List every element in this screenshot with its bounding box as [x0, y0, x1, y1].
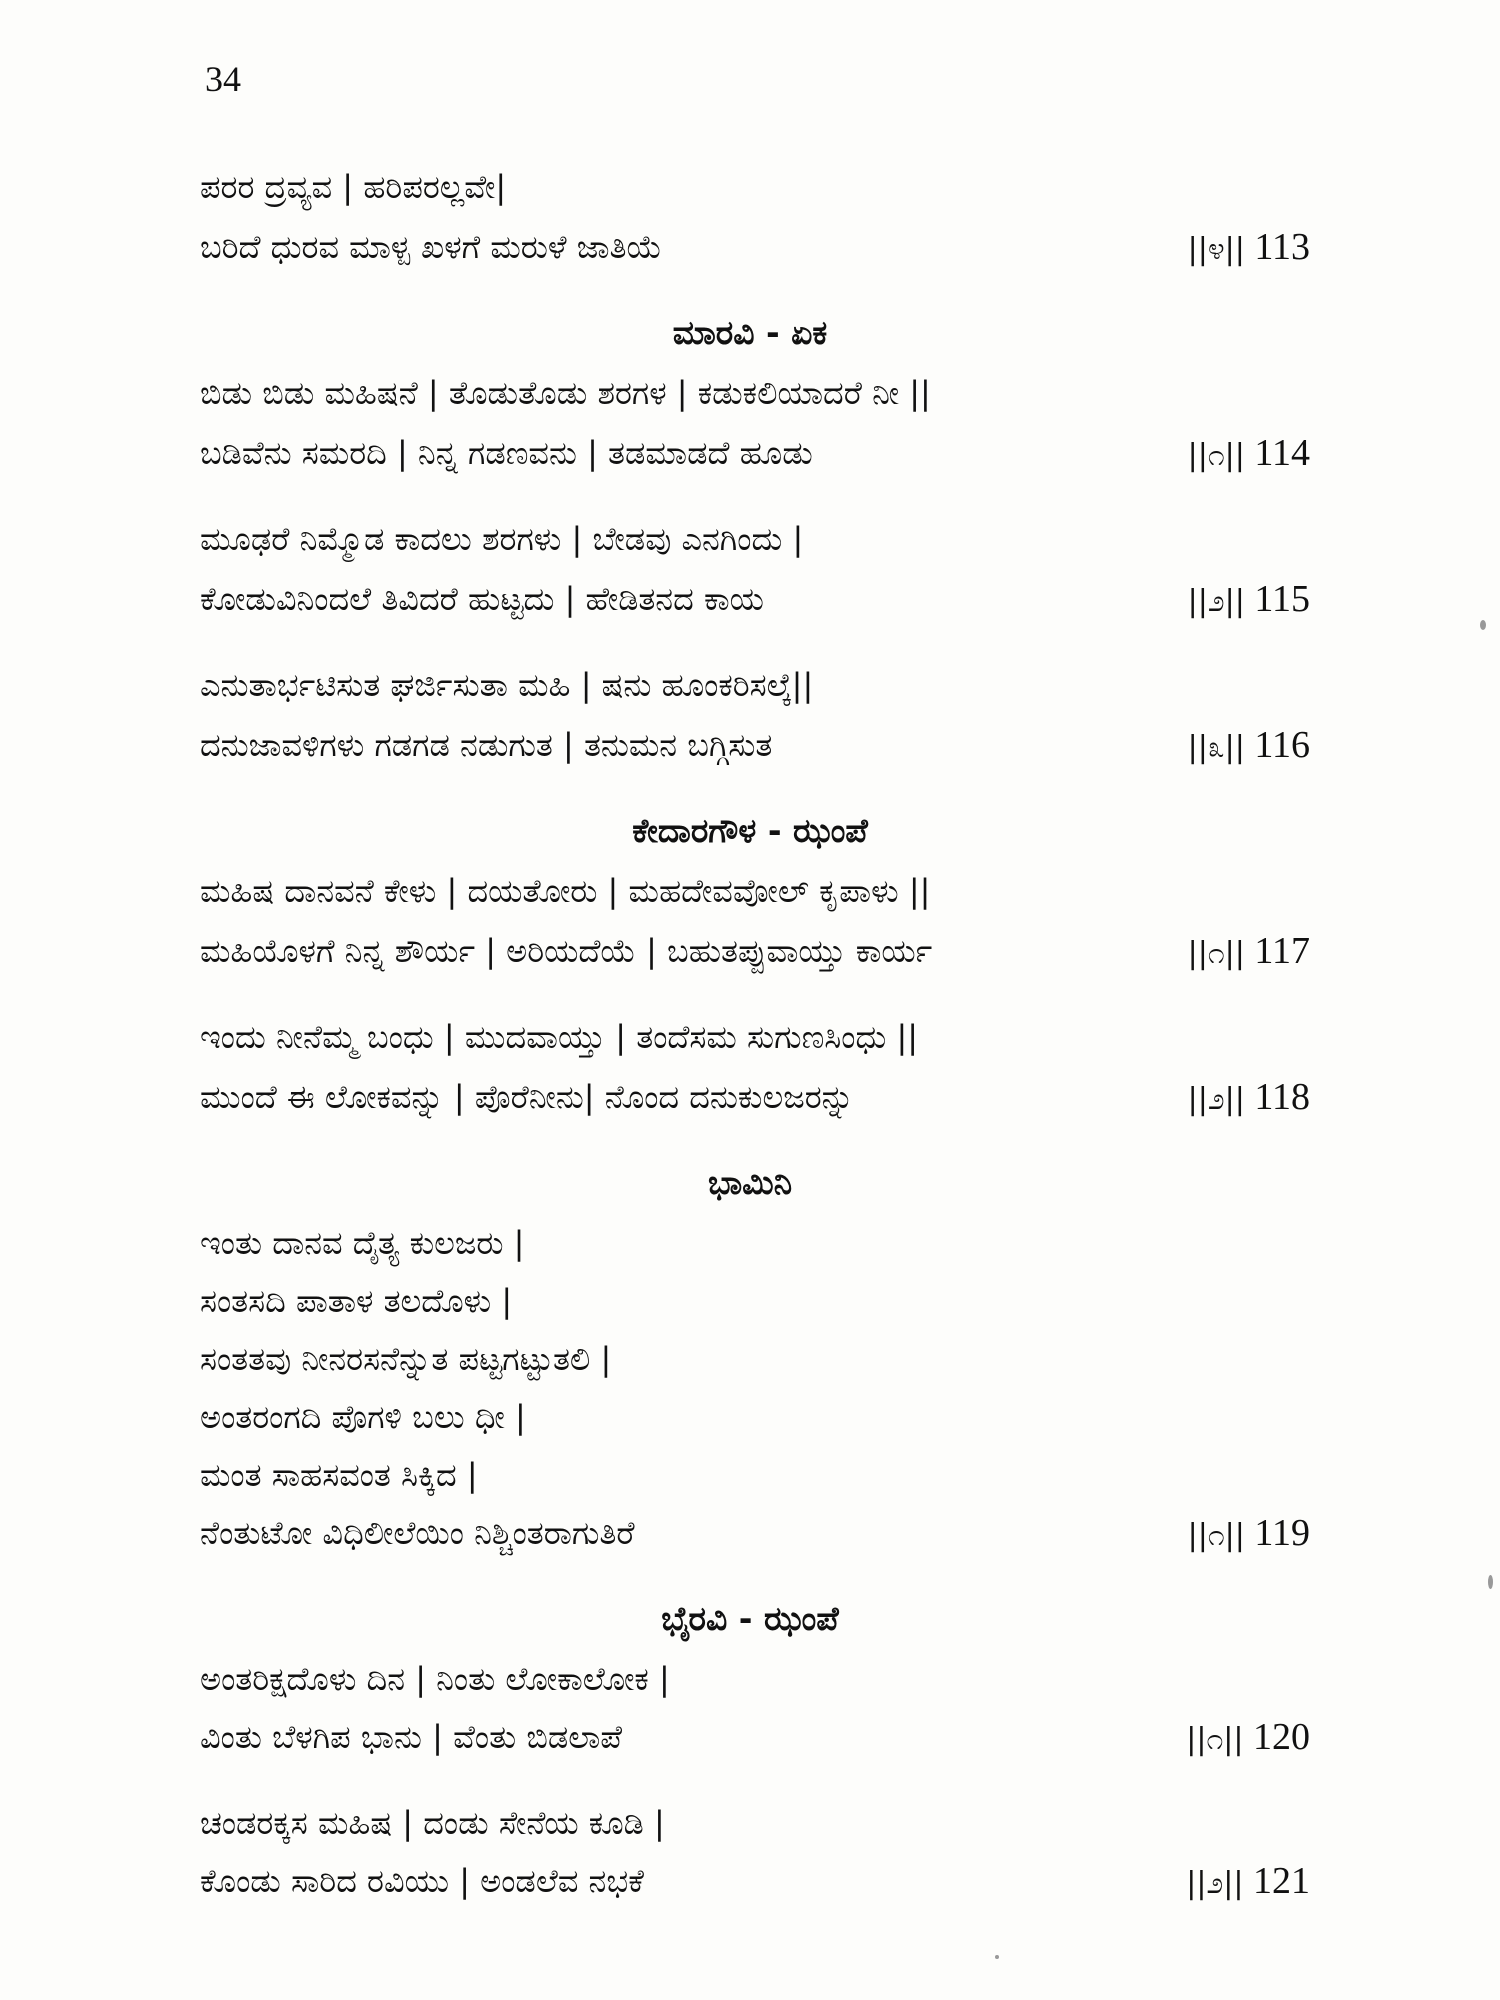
raga-heading: ಮಾರವಿ - ಏಕ	[672, 313, 828, 352]
scan-speck	[1488, 1575, 1493, 1589]
verse-line	[200, 368, 1310, 418]
raga-heading: ಕೇದಾರಗೌಳ - ಝಂಪೆ	[632, 811, 868, 850]
verse-text: ಮುಂದೆ ಈ ಲೋಕವನ್ನು | ಪೊರೆನೀನು| ನೊಂದ ದನುಕುಲಜರನ್ನು	[200, 1078, 854, 1116]
verse-number	[1186, 1856, 1310, 1909]
verse-line	[200, 1072, 1310, 1122]
verse-line	[200, 866, 1310, 916]
verse-text: ಕೋಡುವಿನಿಂದಲೆ ತಿವಿದರೆ ಹುಟ್ಟದು | ಹೇಡಿತನದ ಕಾಯ	[200, 580, 764, 618]
verse-number	[1188, 720, 1310, 773]
verse-count: 121	[1243, 1860, 1310, 1902]
verse-line	[200, 1654, 1310, 1704]
verse-number	[1188, 222, 1310, 275]
verse-line	[200, 222, 1310, 272]
verse-text: ಕೊಂಡು ಸಾರಿದ ರವಿಯು | ಅಂಡಲೆವ ನಭಕೆ	[200, 1862, 644, 1900]
stanza-mark: ||೨||	[1187, 584, 1245, 619]
verse-count: 120	[1243, 1716, 1310, 1758]
verse-count: 118	[1244, 1076, 1310, 1118]
stanza-mark: ||೧||	[1187, 936, 1245, 971]
page-number: 34	[205, 59, 241, 99]
verse-text: ಇಂತು ದಾನವ ದೈತ್ಯ ಕುಲಜರು |	[200, 1224, 525, 1262]
raga-heading: ಭೈರವಿ - ಝಂಪೆ	[661, 1599, 839, 1638]
scan-speck	[995, 1955, 999, 1959]
verse-count: 117	[1244, 930, 1310, 972]
verse-number	[1188, 428, 1310, 481]
verse-text: ಮೂಢರೆ ನಿಮ್ಮೊಡ ಕಾದಲು ಶರಗಳು | ಬೇಡವು ಎನಗಿಂದು |	[200, 520, 804, 558]
verse-text: ಪರರ ದ್ರವ್ಯವ | ಹರಿಪರಲ್ಲವೇ|	[200, 168, 507, 206]
verse-text: ಚಂಡರಕ್ಕಸ ಮಹಿಷ | ದಂಡು ಸೇನೆಯ ಕೂಡಿ |	[200, 1804, 665, 1842]
verse-count: 119	[1244, 1512, 1310, 1554]
verse-text: ಮಹಿಷ ದಾನವನೆ ಕೇಳು | ದಯತೋರು | ಮಹದೇವವೋಲ್ ಕೃಪಾಳು ||	[200, 872, 931, 910]
verse-line	[200, 1276, 1310, 1326]
stanza-mark: ||೨||	[1187, 1082, 1245, 1117]
verse-line	[200, 1218, 1310, 1268]
verse-text: ಸಂತತವು ನೀನರಸನೆನ್ನುತ ಪಟ್ಟಗಟ್ಟುತಲಿ |	[200, 1340, 612, 1378]
verse-text: ಎನುತಾರ್ಭಟಿಸುತ ಘರ್ಜಿಸುತಾ ಮಹಿ | ಷನು ಹೂಂಕರಿಸಲ್ಕೆ||	[200, 666, 814, 704]
verse-text: ನೆಂತುಟೋ ವಿಧಿಲೀಲೆಯಿಂ ನಿಶ್ಚಿಂತರಾಗುತಿರೆ	[200, 1514, 635, 1552]
verse-count: 116	[1244, 724, 1310, 766]
verse-line	[200, 1508, 1310, 1558]
verse-line	[200, 1450, 1310, 1500]
verse-number	[1188, 574, 1310, 627]
verse-number	[1188, 1508, 1310, 1561]
verse-text: ಮಹಿಯೊಳಗೆ ನಿನ್ನ ಶೌರ್ಯ | ಅರಿಯದೆಯೆ | ಬಹುತಪ್ಪುವಾಯ್ತು ಕಾರ್ಯ	[200, 932, 933, 970]
verse-line	[200, 1798, 1310, 1848]
raga-heading: ಭಾಮಿನಿ	[707, 1163, 793, 1202]
verse-line	[200, 574, 1310, 624]
stanza-mark: ||೧||	[1186, 1722, 1244, 1757]
verse-text: ಬರಿದೆ ಧುರವ ಮಾಳ್ಪ ಖಳಗೆ ಮರುಳೆ ಜಾತಿಯೆ	[200, 228, 663, 266]
verse-text: ವಿಂತು ಬೆಳಗಿಪ ಭಾನು | ವೆಂತು ಬಿಡಲಾಪೆ	[200, 1718, 623, 1756]
verse-text: ಅಂತರಿಕ್ಷದೊಳು ದಿನ | ನಿಂತು ಲೋಕಾಲೋಕ |	[200, 1660, 670, 1698]
verse-text: ಅಂತರಂಗದಿ ಪೊಗಳಿ ಬಲು ಧೀ |	[200, 1398, 526, 1436]
verse-line	[200, 1712, 1310, 1762]
verse-text: ದನುಜಾವಳಿಗಳು ಗಡಗಡ ನಡುಗುತ | ತನುಮನ ಬಗ್ಗಿಸುತ	[200, 726, 773, 764]
stanza-mark: ||೧||	[1187, 438, 1245, 473]
verse-text: ಇಂದು ನೀನೆಮ್ಮ ಬಂಧು | ಮುದವಾಯ್ತು | ತಂದೆಸಮ ಸುಗುಣಸಿಂಧು ||	[200, 1018, 919, 1056]
verse-line	[200, 428, 1310, 478]
verse-line	[200, 720, 1310, 770]
verse-line	[200, 926, 1310, 976]
stanza-mark: ||೪||	[1187, 232, 1245, 267]
stanza-mark: ||೧||	[1187, 1518, 1245, 1553]
verse-text: ಬಿಡು ಬಿಡು ಮಹಿಷನೆ | ತೊಡುತೊಡು ಶರಗಳ | ಕಡುಕಲಿಯಾದರೆ ನೀ ||	[200, 374, 931, 412]
verse-number	[1186, 1712, 1310, 1765]
verse-text: ಬಡಿವೆನು ಸಮರದಿ | ನಿನ್ನ ಗಡಣವನು | ತಡಮಾಡದೆ ಹೂಡು	[200, 434, 813, 472]
verse-line	[200, 514, 1310, 564]
verse-number	[1188, 1072, 1310, 1125]
verse-line	[200, 660, 1310, 710]
stanza-mark: ||೩||	[1187, 730, 1245, 765]
verse-line	[200, 1856, 1310, 1906]
verse-line	[200, 1334, 1310, 1384]
stanza-mark: ||೨||	[1186, 1866, 1244, 1901]
verse-text: ಸಂತಸದಿ ಪಾತಾಳ ತಲದೊಳು |	[200, 1282, 513, 1320]
verse-line	[200, 1012, 1310, 1062]
scan-speck	[1480, 620, 1486, 630]
verse-count: 115	[1244, 578, 1310, 620]
verse-count: 113	[1244, 226, 1310, 268]
verse-text: ಮಂತ ಸಾಹಸವಂತ ಸಿಕ್ಕಿದ |	[200, 1456, 478, 1494]
verse-count: 114	[1244, 432, 1310, 474]
verse-number	[1188, 926, 1310, 979]
verse-line	[200, 162, 1310, 212]
verse-line	[200, 1392, 1310, 1442]
